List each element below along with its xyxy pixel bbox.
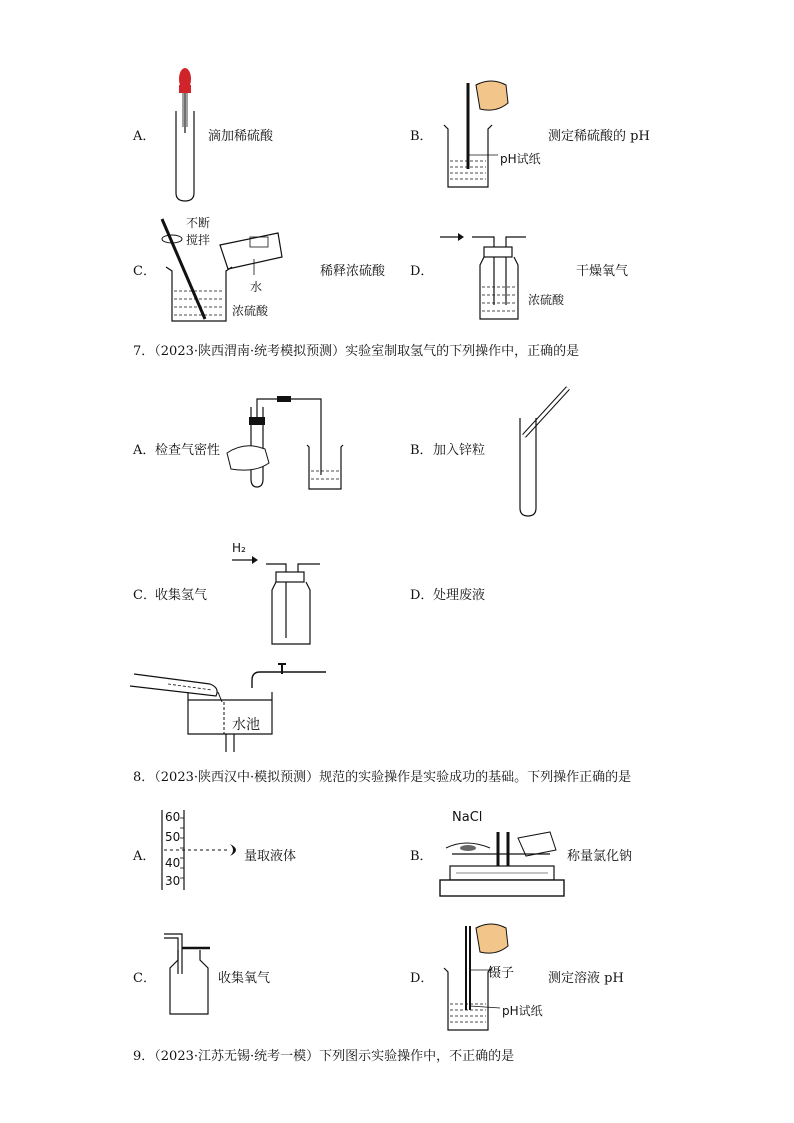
q8-d-tweezers-label: 镊子 — [488, 966, 515, 981]
q7-b-text: 加入锌粒 — [433, 443, 486, 458]
q6-a-letter: A． — [133, 129, 156, 144]
q7-a-text: 检查气密性 — [155, 443, 221, 458]
q6-b-paper-label: pH试纸 — [500, 152, 541, 166]
q8-a-text: 量取液体 — [244, 849, 297, 864]
beaker-icon — [166, 267, 232, 321]
q8-b-nacl-label: NaCl — [452, 810, 483, 825]
q6-d-drying-figure — [436, 225, 536, 323]
q6-c-stir2-label: 搅拌 — [186, 233, 211, 247]
q7-a-letter: A． — [133, 443, 156, 458]
q6-d-text: 干燥氧气 — [576, 264, 629, 279]
q6-b-text: 测定稀硫酸的 pH — [548, 129, 650, 144]
beaker-icon — [307, 445, 343, 489]
q8-a-tick-30: 30 — [165, 874, 181, 888]
hand-icon — [518, 832, 556, 856]
gas-bottle-icon — [272, 582, 310, 644]
q7-b-zinc-figure — [508, 384, 578, 520]
q6-a-dropper-figure — [168, 65, 208, 207]
q8-a-tick-40: 40 — [165, 856, 181, 870]
q6-c-acid-label: 浓硫酸 — [232, 304, 269, 318]
gas-bottle-icon — [480, 257, 518, 319]
q8-c-collect-figure — [160, 928, 220, 1016]
q6-c-stir1-label: 不断 — [186, 216, 211, 230]
hand-icon — [476, 81, 508, 110]
q7-c-letter: C． — [133, 588, 156, 603]
faucet-icon — [252, 672, 326, 688]
q8-stem: 8．（2023·陕西汉中·模拟预测）规范的实验操作是实验成功的基础。下列操作正确的是 — [133, 770, 632, 785]
q7-c-text: 收集氢气 — [155, 588, 208, 603]
q6-b-ph-figure — [436, 75, 546, 193]
q9-stem: 9．（2023·江苏无锡·统考一模）下列图示实验操作中，不正确的是 — [133, 1049, 515, 1064]
q8-a-tick-60: 60 — [165, 810, 181, 824]
q8-c-text: 收集氧气 — [218, 971, 271, 986]
q8-d-text: 测定溶液 pH — [548, 971, 624, 986]
q8-c-letter: C． — [133, 971, 156, 986]
q6-a-text: 滴加稀硫酸 — [208, 129, 274, 144]
q7-d-waste-figure — [128, 656, 338, 756]
arrow-right-icon — [458, 233, 464, 241]
q7-c-collect-figure — [228, 554, 338, 650]
q7-d-pool-label: 水池 — [232, 717, 260, 733]
q6-c-dilute-figure — [150, 215, 290, 325]
q7-c-gas-label: H₂ — [232, 541, 246, 555]
arrow-right-icon — [252, 556, 258, 564]
q6-c-water-label: 水 — [250, 280, 263, 294]
q7-d-text: 处理废液 — [433, 588, 486, 603]
q6-d-acid-label: 浓硫酸 — [528, 293, 565, 307]
q6-b-letter: B． — [410, 129, 433, 144]
hand-icon — [476, 924, 508, 953]
q7-b-letter: B． — [410, 443, 433, 458]
q8-b-letter: B． — [410, 849, 433, 864]
q8-d-paper-label: pH试纸 — [502, 1004, 543, 1018]
q8-a-tick-50: 50 — [165, 830, 181, 844]
hand-icon — [227, 446, 269, 470]
q8-b-text: 称量氯化钠 — [567, 849, 633, 864]
q8-d-letter: D． — [410, 971, 434, 986]
q7-a-airtight-figure — [225, 393, 355, 493]
q7-stem: 7．（2023·陕西渭南·统考模拟预测）实验室制取氢气的下列操作中，正确的是 — [133, 344, 580, 359]
beaker-icon — [444, 968, 492, 1030]
q8-a-letter: A． — [133, 849, 156, 864]
eye-icon — [230, 844, 236, 856]
q6-c-text: 稀释浓硫酸 — [320, 264, 386, 279]
q8-b-balance-figure — [432, 826, 564, 902]
q6-d-letter: D． — [410, 264, 434, 279]
gas-bottle-icon — [170, 950, 208, 1014]
q7-d-letter: D． — [410, 588, 434, 603]
water-bottle-icon — [220, 233, 282, 269]
q6-c-letter: C． — [133, 264, 156, 279]
